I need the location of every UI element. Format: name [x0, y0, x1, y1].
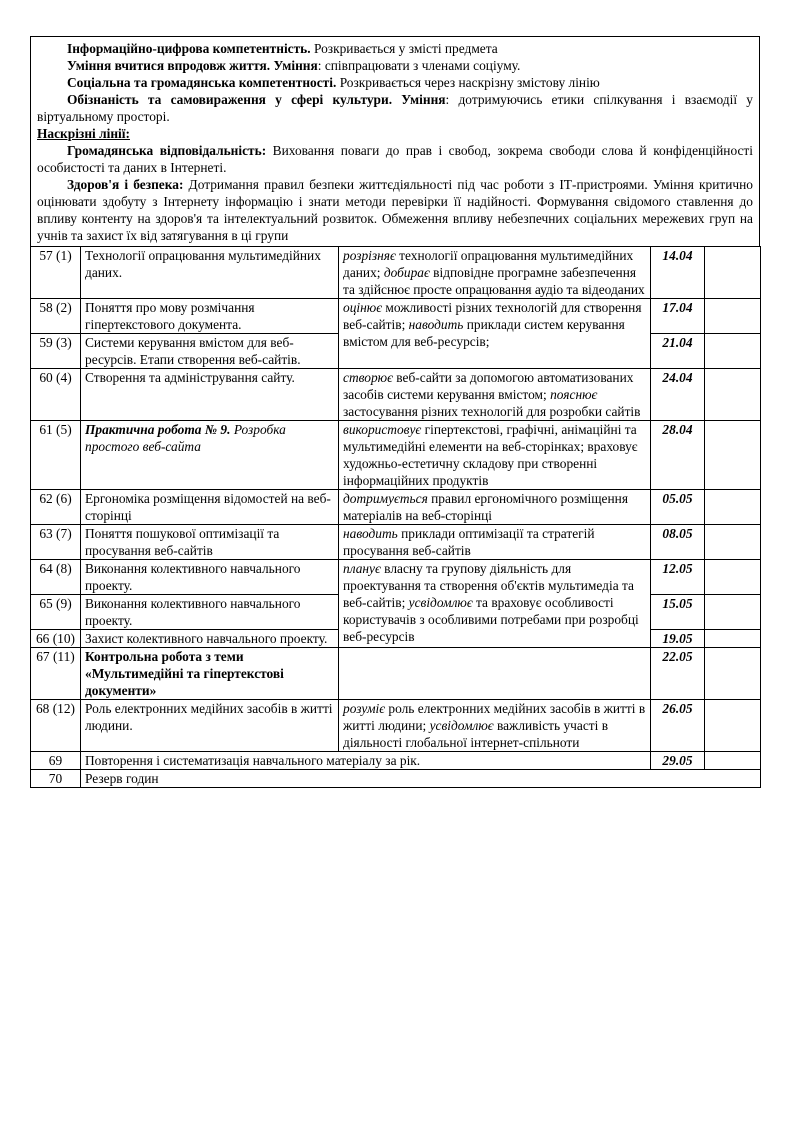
table-row: [31, 369, 761, 421]
notes-cell: [705, 299, 761, 334]
notes-cell: [705, 595, 761, 630]
table-row: [31, 770, 761, 788]
lesson-number: 58 (2): [31, 299, 81, 334]
table-row: [31, 247, 761, 299]
lesson-number: 63 (7): [31, 525, 81, 560]
lesson-number: 57 (1): [31, 247, 81, 299]
lesson-date: 12.05: [651, 560, 705, 595]
lesson-topic: Поняття пошукової оптимізації та просування веб-сайтів: [81, 525, 339, 560]
lesson-topic: Виконання колективного навчального проекту.: [81, 595, 339, 630]
lesson-number: 64 (8): [31, 560, 81, 595]
learning-outcome: розрізняє технології опрацювання мультимедійних даних; добирає відповідне програмне забезпечення та здійснює просте опрацювання аудіо та відеоданих: [339, 247, 651, 299]
competencies-block: [30, 36, 760, 246]
competency-paragraph: [37, 40, 753, 57]
cross-cutting-title: Здоров'я і безпека:: [67, 177, 184, 192]
cross-cutting-paragraph: [37, 142, 753, 176]
notes-cell: [705, 525, 761, 560]
lesson-number: 61 (5): [31, 421, 81, 490]
lesson-date: 21.04: [651, 334, 705, 369]
notes-cell: [705, 369, 761, 421]
table-row: [31, 700, 761, 752]
competency-paragraph: [37, 57, 753, 74]
competency-title: Уміння вчитися впродовж життя. Уміння: [67, 58, 318, 73]
cross-cutting-paragraph: [37, 176, 753, 244]
learning-outcome: створює веб-сайти за допомогою автоматизованих засобів системи керування вмістом; пояснює застосування різних технологій для розробки сайтів: [339, 369, 651, 421]
learning-outcome: дотримується правил ергономічного розміщення матеріалів на веб-сторінці: [339, 490, 651, 525]
learning-outcome: [339, 648, 651, 700]
notes-cell: [705, 630, 761, 648]
learning-outcome: планує власну та групову діяльність для проектування та створення об'єктів мультимедіа та веб-сайтів; усвідомлює та враховує особливості користувачів з особливими потребами при розробці веб-ресурсів: [339, 560, 651, 648]
notes-cell: [705, 247, 761, 299]
lesson-topic: Практична робота № 9. Розробка простого веб-сайта: [81, 421, 339, 490]
cross-cutting-title: Громадянська відповідальність:: [67, 143, 267, 158]
lesson-date: 28.04: [651, 421, 705, 490]
table-row: [31, 525, 761, 560]
lesson-date: 26.05: [651, 700, 705, 752]
lesson-date: 17.04: [651, 299, 705, 334]
table-row: [31, 299, 761, 334]
lesson-date: 29.05: [651, 752, 705, 770]
document-page: [30, 36, 760, 788]
cross-cutting-heading: Наскрізні лінії:: [37, 126, 130, 141]
lesson-date: 19.05: [651, 630, 705, 648]
table-row: [31, 421, 761, 490]
lesson-topic: Роль електронних медійних засобів в житті людини.: [81, 700, 339, 752]
learning-outcome: оцінює можливості різних технологій для створення веб-сайтів; наводить приклади систем керування вмістом для веб-ресурсів;: [339, 299, 651, 369]
competency-text: Розкривається у змісті предмета: [310, 41, 498, 56]
lesson-topic: Поняття про мову розмічання гіпертекстового документа.: [81, 299, 339, 334]
lesson-date: 05.05: [651, 490, 705, 525]
lesson-topic: Системи керування вмістом для веб-ресурсів. Етапи створення веб-сайтів.: [81, 334, 339, 369]
lesson-date: 24.04: [651, 369, 705, 421]
lesson-topic: Повторення і систематизація навчального матеріалу за рік.: [81, 752, 651, 770]
lesson-topic: Контрольна робота з теми «Мультимедійні та гіпертекстові документи»: [81, 648, 339, 700]
lesson-number: 62 (6): [31, 490, 81, 525]
learning-outcome: розуміє роль електронних медійних засобів в житті в житті людини; усвідомлює важливість участі в діяльності глобальної інтернет-спільноти: [339, 700, 651, 752]
lesson-number: 65 (9): [31, 595, 81, 630]
competency-paragraph: [37, 91, 753, 125]
lesson-date: 15.05: [651, 595, 705, 630]
notes-cell: [705, 334, 761, 369]
table-row: [31, 560, 761, 595]
table-row: [31, 752, 761, 770]
competency-text: Розкривається через наскрізну змістову лінію: [336, 75, 600, 90]
lesson-number: 69: [31, 752, 81, 770]
notes-cell: [705, 752, 761, 770]
lesson-date: 22.05: [651, 648, 705, 700]
learning-outcome: використовує гіпертекстові, графічні, анімаційні та мультимедійні елементи на веб-сторінках; враховує художньо-естетичну складову при створенні інформаційних продуктів: [339, 421, 651, 490]
competency-title: Обізнаність та самовираження у сфері культури. Уміння: [67, 92, 446, 107]
notes-cell: [705, 490, 761, 525]
lesson-number: 70: [31, 770, 81, 788]
lesson-number: 60 (4): [31, 369, 81, 421]
lesson-number: 59 (3): [31, 334, 81, 369]
lesson-topic: Захист колективного навчального проекту.: [81, 630, 339, 648]
competency-title: Інформаційно-цифрова компетентність.: [67, 41, 311, 56]
notes-cell: [705, 421, 761, 490]
lesson-topic: Виконання колективного навчального проекту.: [81, 560, 339, 595]
competency-text: : дотримуючись етики спілкування і взаємодії у віртуальному просторі.: [37, 92, 753, 124]
lesson-number: 68 (12): [31, 700, 81, 752]
lesson-plan-table: [30, 246, 761, 788]
table-row: [31, 648, 761, 700]
cross-cutting-text: Дотримання правил безпеки життєдіяльності під час роботи з ІТ-пристроями. Уміння критично оцінювати здобуту з Інтернету інформацію і знати методи перевірки її надійності. Формування свідомого ставлення до впливу контенту на здоров'я та інтелектуальний розвиток. Обмеження впливу небезпечних соціальних мережевих груп на учнів та захист їх від затягування в ці групи: [37, 177, 753, 243]
notes-cell: [705, 560, 761, 595]
lesson-topic: Технології опрацювання мультимедійних даних.: [81, 247, 339, 299]
lesson-number: 66 (10): [31, 630, 81, 648]
notes-cell: [705, 700, 761, 752]
cross-cutting-text: Виховання поваги до прав і свобод, зокрема свободи слова й конфіденційності особистості та даних в Інтернеті.: [37, 143, 753, 175]
learning-outcome: наводить приклади оптимізації та стратегій просування веб-сайтів: [339, 525, 651, 560]
competency-title: Соціальна та громадянська компетентності.: [67, 75, 337, 90]
lesson-topic: Створення та адміністрування сайту.: [81, 369, 339, 421]
notes-cell: [705, 648, 761, 700]
lesson-date: 08.05: [651, 525, 705, 560]
lesson-date: 14.04: [651, 247, 705, 299]
lesson-topic: Ергономіка розміщення відомостей на веб-сторінці: [81, 490, 339, 525]
competency-text: : співпрацювати з членами соціуму.: [317, 58, 521, 73]
lesson-topic: Резерв годин: [81, 770, 761, 788]
competency-paragraph: [37, 74, 753, 91]
table-row: [31, 490, 761, 525]
lesson-number: 67 (11): [31, 648, 81, 700]
